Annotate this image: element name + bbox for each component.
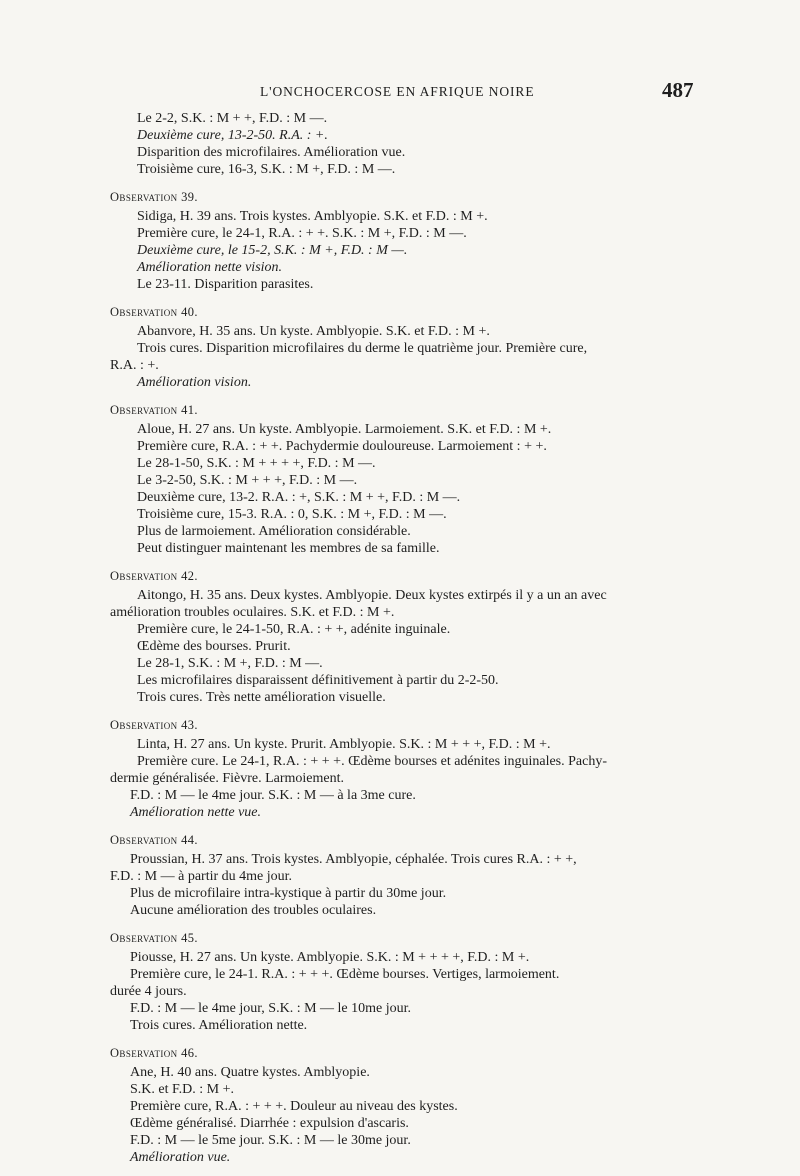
- text-line: Première cure. Le 24-1, R.A. : + + +. Œdème bourses et adénites inguinales. Pachy-: [137, 754, 608, 769]
- text-line: dermie généralisée. Fièvre. Larmoiement.: [110, 771, 345, 786]
- text-line: amélioration troubles oculaires. S.K. et F.D. : M +.: [110, 605, 395, 620]
- text-line: Aloue, H. 27 ans. Un kyste. Amblyopie. Larmoiement. S.K. et F.D. : M +.: [137, 422, 552, 437]
- text-line: Amélioration vue.: [130, 1150, 231, 1165]
- observation-46: [0, 1044, 800, 1166]
- text-line: Amélioration nette vision.: [137, 260, 283, 275]
- observation-43: [0, 716, 800, 821]
- observation-42: [0, 567, 800, 706]
- text-line: Première cure, le 24-1. R.A. : + + +. Œdème bourses. Vertiges, larmoiement.: [130, 967, 560, 982]
- text-line: Trois cures. Très nette amélioration visuelle.: [137, 690, 386, 705]
- observation-41: [0, 401, 800, 557]
- text-line: Les microfilaires disparaissent définitivement à partir du 2-2-50.: [137, 673, 499, 688]
- text-line: R.A. : +.: [110, 358, 159, 373]
- observation-title: Observation 46.: [110, 1046, 198, 1060]
- text-line: F.D. : M — le 4me jour. S.K. : M — à la 3me cure.: [130, 788, 416, 803]
- observation-title: Observation 39.: [110, 190, 198, 204]
- text-line: Le 23-11. Disparition parasites.: [137, 277, 314, 292]
- text-line: F.D. : M — à partir du 4me jour.: [110, 869, 293, 884]
- continuation-block: [0, 110, 800, 178]
- observation-40: [0, 303, 800, 391]
- text-line: Le 3-2-50, S.K. : M + + +, F.D. : M —.: [137, 473, 358, 488]
- text-line: Aucune amélioration des troubles oculaires.: [130, 903, 377, 918]
- observation-title: Observation 41.: [110, 403, 198, 417]
- text-line: Première cure, le 24-1-50, R.A. : + +, adénite inguinale.: [137, 622, 451, 637]
- text-line: F.D. : M — le 5me jour. S.K. : M — le 30me jour.: [130, 1133, 411, 1148]
- page-body: [0, 110, 800, 1176]
- observation-title: Observation 42.: [110, 569, 198, 583]
- text-line: S.K. et F.D. : M +.: [130, 1082, 235, 1097]
- text-line: Plus de microfilaire intra-kystique à partir du 30me jour.: [130, 886, 447, 901]
- text-line: Œdème généralisé. Diarrhée : expulsion d'ascaris.: [130, 1116, 409, 1131]
- text-line: Trois cures. Disparition microfilaires du derme le quatrième jour. Première cure,: [137, 341, 588, 356]
- text-line: Abanvore, H. 35 ans. Un kyste. Amblyopie. S.K. et F.D. : M +.: [137, 324, 490, 339]
- text-line: Aitongo, H. 35 ans. Deux kystes. Amblyopie. Deux kystes extirpés il y a un an avec: [137, 588, 607, 603]
- observation-45: [0, 929, 800, 1034]
- running-title: L'ONCHOCERCOSE EN AFRIQUE NOIRE: [260, 84, 535, 99]
- text-line: Le 28-1-50, S.K. : M + + + +, F.D. : M —.: [137, 456, 376, 471]
- text-line: Amélioration nette vue.: [130, 805, 262, 820]
- observation-44: [0, 831, 800, 919]
- observation-39: [0, 188, 800, 293]
- text-line: Troisième cure, 15-3. R.A. : 0, S.K. : M +, F.D. : M —.: [137, 507, 447, 522]
- observation-title: Observation 45.: [110, 931, 198, 945]
- text-line: Ane, H. 40 ans. Quatre kystes. Amblyopie.: [130, 1065, 370, 1080]
- text-line: Deuxième cure, 13-2. R.A. : +, S.K. : M + +, F.D. : M —.: [137, 490, 461, 505]
- text-line: Deuxième cure, le 15-2, S.K. : M +, F.D. : M —.: [137, 243, 408, 258]
- text-line: Troisième cure, 16-3, S.K. : M +, F.D. : M —.: [137, 162, 396, 177]
- text-line: Le 2-2, S.K. : M + +, F.D. : M —.: [137, 111, 328, 126]
- text-line: Deuxième cure, 13-2-50. R.A. : +.: [137, 128, 328, 143]
- text-line: Sidiga, H. 39 ans. Trois kystes. Amblyopie. S.K. et F.D. : M +.: [137, 209, 488, 224]
- observation-title: Observation 43.: [110, 718, 198, 732]
- text-line: Première cure, R.A. : + +. Pachydermie douloureuse. Larmoiement : + +.: [137, 439, 547, 454]
- text-line: Le 28-1, S.K. : M +, F.D. : M —.: [137, 656, 323, 671]
- text-line: Plus de larmoiement. Amélioration considérable.: [137, 524, 411, 539]
- text-line: Piousse, H. 27 ans. Un kyste. Amblyopie. S.K. : M + + + +, F.D. : M +.: [130, 950, 530, 965]
- text-line: Proussian, H. 37 ans. Trois kystes. Amblyopie, céphalée. Trois cures R.A. : + +,: [130, 852, 577, 867]
- observation-title: Observation 40.: [110, 305, 198, 319]
- text-line: F.D. : M — le 4me jour, S.K. : M — le 10me jour.: [130, 1001, 412, 1016]
- text-line: Peut distinguer maintenant les membres de sa famille.: [137, 541, 440, 556]
- text-line: Disparition des microfilaires. Amélioration vue.: [137, 145, 406, 160]
- page-number: 487: [662, 78, 694, 102]
- text-line: Première cure, R.A. : + + +. Douleur au niveau des kystes.: [130, 1099, 458, 1114]
- text-line: Première cure, le 24-1, R.A. : + +. S.K. : M +, F.D. : M —.: [137, 226, 467, 241]
- text-line: Amélioration vision.: [137, 375, 252, 390]
- page-header: [0, 78, 800, 108]
- text-line: Linta, H. 27 ans. Un kyste. Prurit. Amblyopie. S.K. : M + + +, F.D. : M +.: [137, 737, 551, 752]
- text-line: Trois cures. Amélioration nette.: [130, 1018, 308, 1033]
- text-line: durée 4 jours.: [110, 984, 187, 999]
- observation-title: Observation 44.: [110, 833, 198, 847]
- text-line: Œdème des bourses. Prurit.: [137, 639, 291, 654]
